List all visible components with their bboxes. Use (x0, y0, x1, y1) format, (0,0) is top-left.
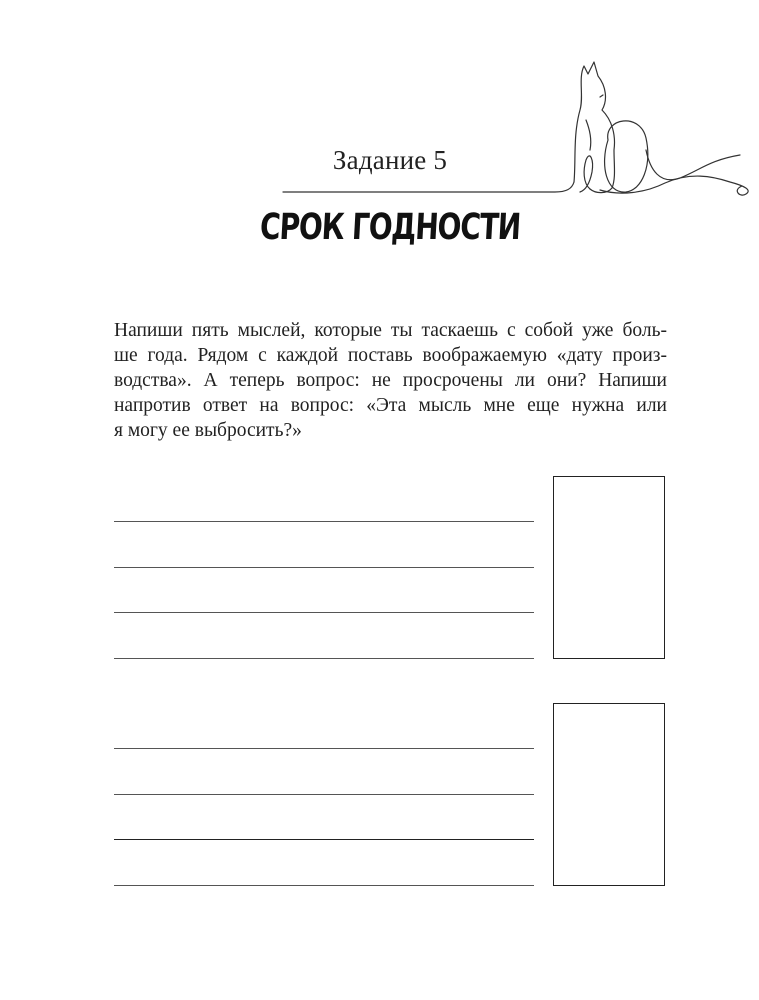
instructions-line: напротив ответ на вопрос: «Эта мысль мне еще нужна или (114, 395, 667, 416)
writing-line[interactable] (114, 567, 534, 568)
writing-line[interactable] (114, 748, 534, 749)
instructions-line: я могу ее выбросить?» (114, 420, 302, 441)
answer-box[interactable] (553, 476, 665, 659)
writing-line[interactable] (114, 658, 534, 659)
writing-line[interactable] (114, 521, 534, 522)
instructions-paragraph (114, 318, 667, 443)
task-label: Задание 5 (332, 145, 448, 175)
instructions-line: Напиши пять мыслей, которые ты таскаешь с собой уже боль- (114, 320, 667, 341)
writing-line[interactable] (114, 839, 534, 840)
writing-line[interactable] (114, 794, 534, 795)
instructions-line: водства». А теперь вопрос: не просрочены ли они? Напиши (114, 370, 667, 391)
page-title: СРОК ГОДНОСТИ (258, 207, 522, 248)
answer-box[interactable] (553, 703, 665, 886)
instructions-line: ше года. Рядом с каждой поставь воображаемую «дату произ- (114, 345, 667, 366)
writing-line[interactable] (114, 885, 534, 886)
writing-line[interactable] (114, 612, 534, 613)
